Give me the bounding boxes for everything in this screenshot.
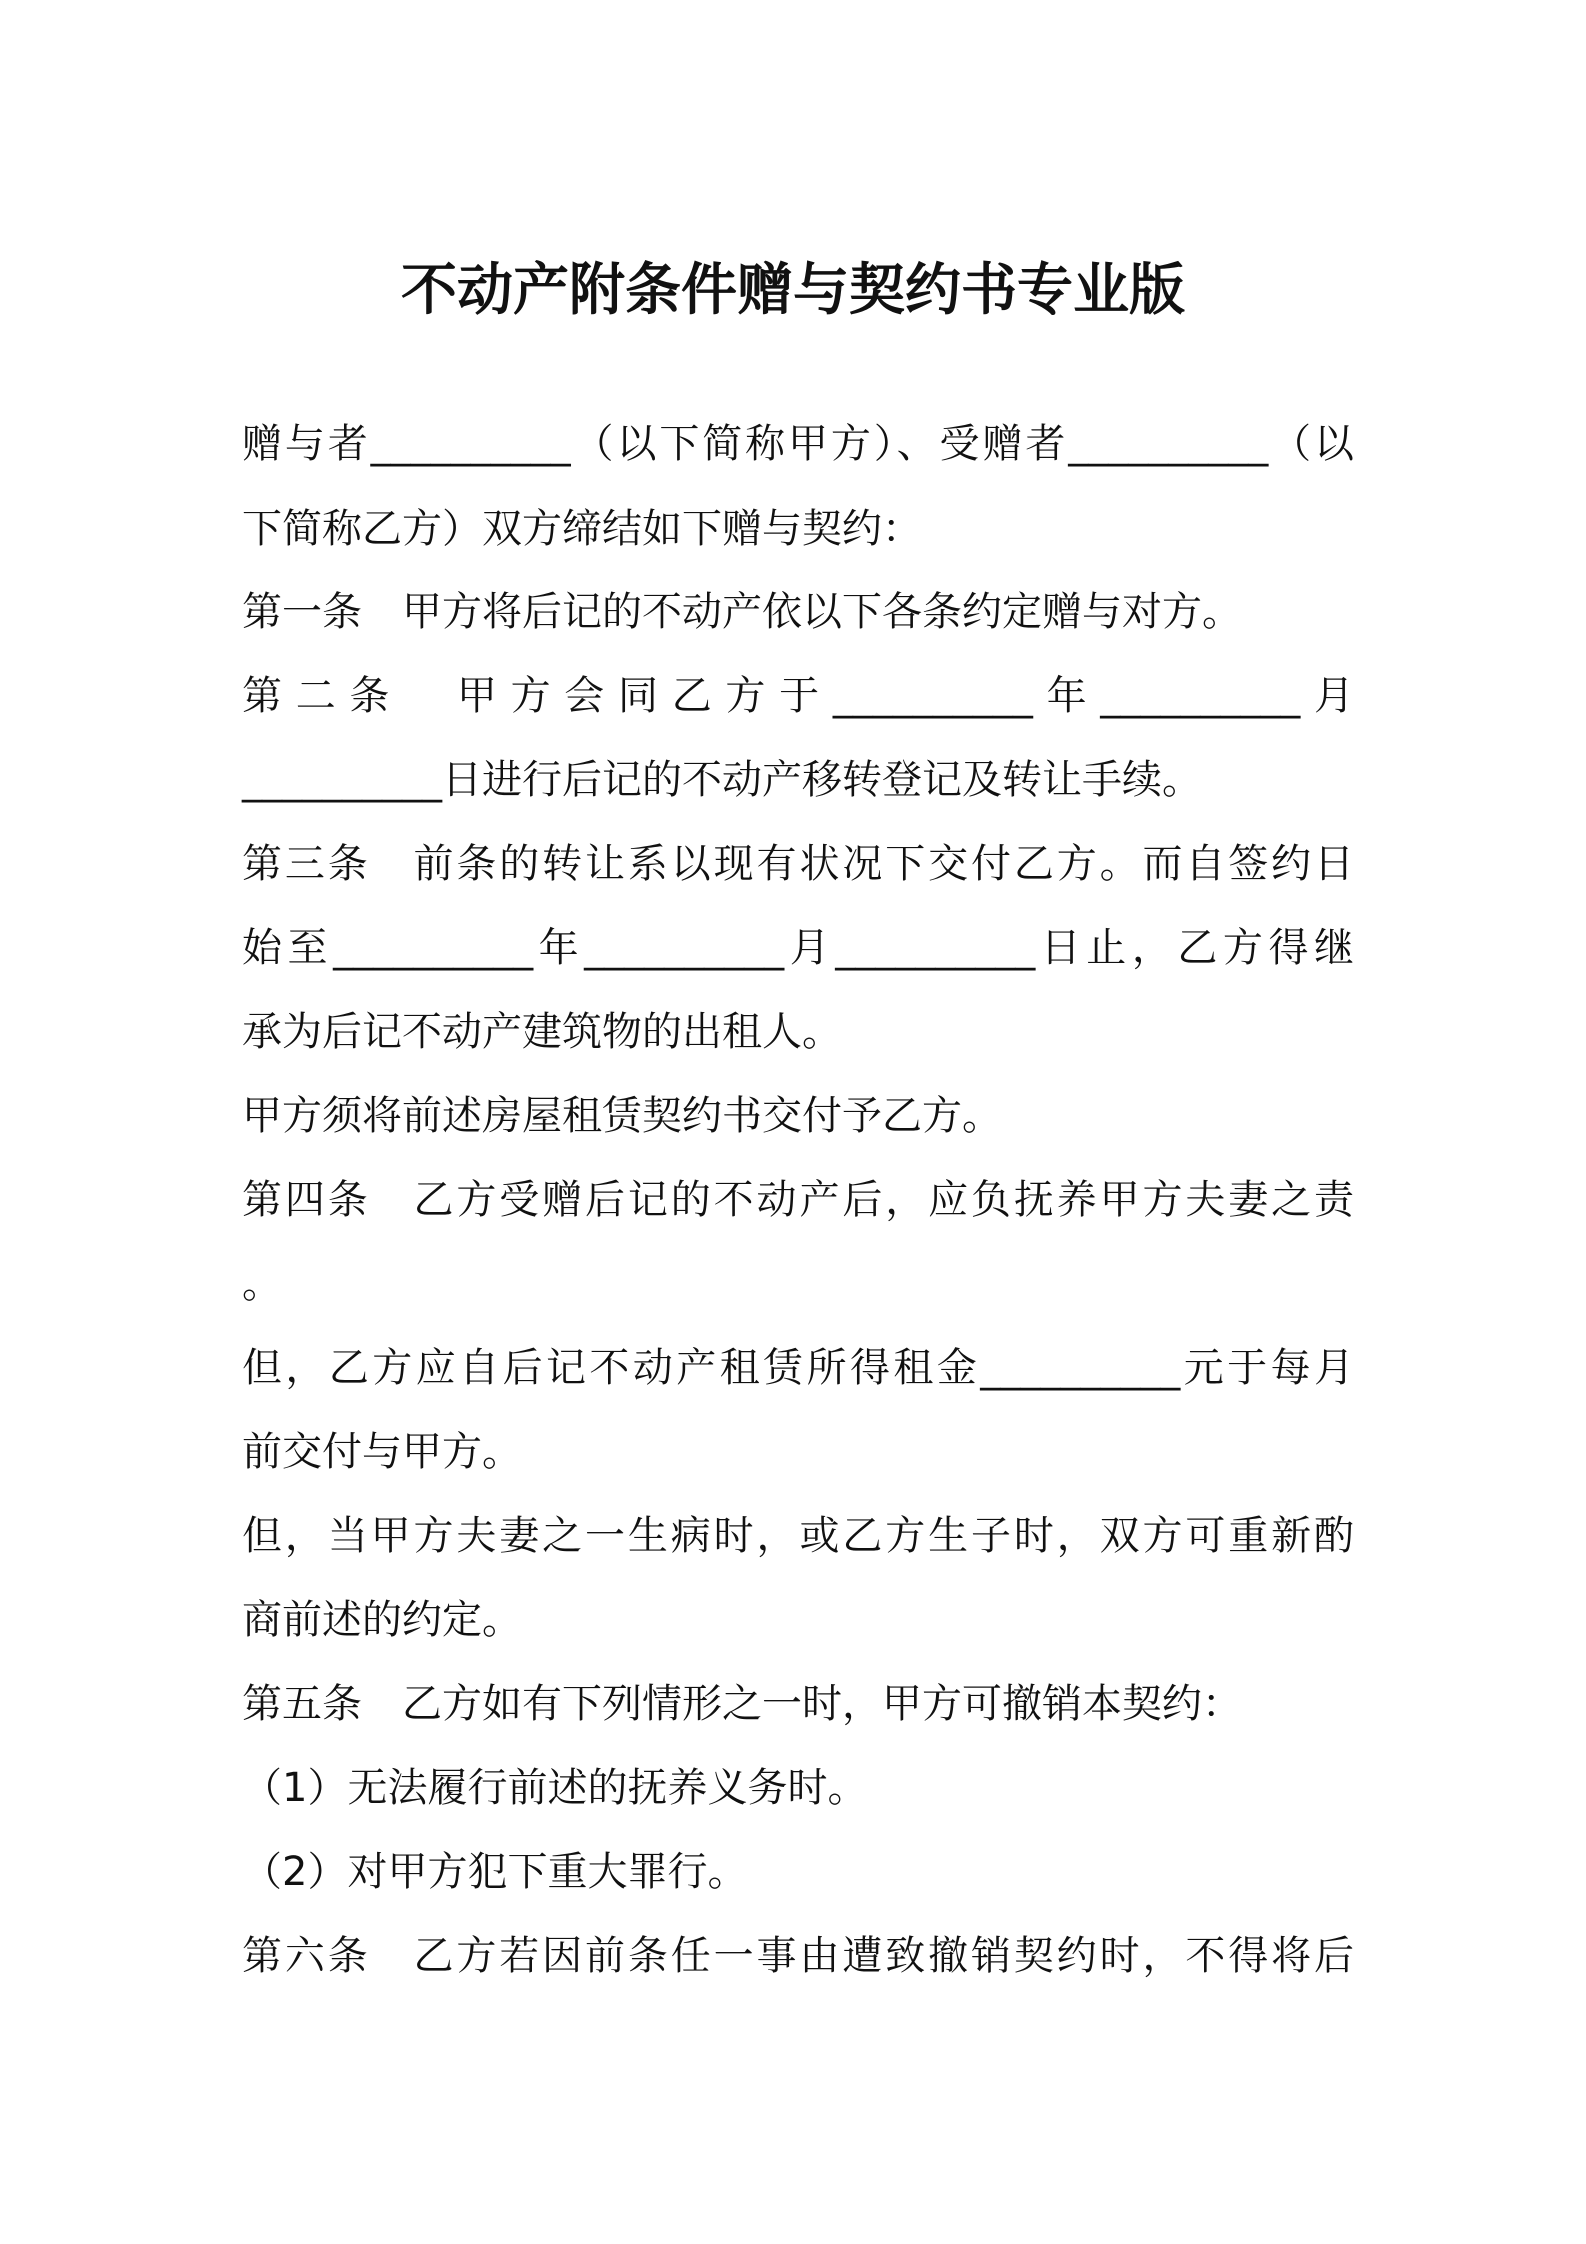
paragraph-line: 第五条 乙方如有下列情形之一时，甲方可撤销本契约： bbox=[242, 1681, 1242, 1727]
paragraph-line: __________日进行后记的不动产移转登记及转让手续。 bbox=[242, 757, 1202, 803]
paragraph-line: 始至__________年__________月__________日止，乙方得继 bbox=[242, 925, 1354, 971]
document-title: 不动产附条件赠与契约书专业版 bbox=[401, 258, 1185, 323]
paragraph-line: 甲方须将前述房屋租赁契约书交付予乙方。 bbox=[242, 1093, 1002, 1139]
list-item: （2）对甲方犯下重大罪行。 bbox=[242, 1849, 748, 1895]
list-item: （1）无法履行前述的抚养义务时。 bbox=[242, 1765, 868, 1811]
paragraph-line: 承为后记不动产建筑物的出租人。 bbox=[242, 1009, 842, 1055]
paragraph-line: 第四条 乙方受赠后记的不动产后，应负抚养甲方夫妻之责 bbox=[242, 1177, 1354, 1223]
paragraph-line: 第二条 甲方会同乙方于__________年__________月 bbox=[242, 673, 1354, 719]
paragraph-line: 第一条 甲方将后记的不动产依以下各条约定赠与对方。 bbox=[242, 589, 1242, 635]
paragraph-line: 第三条 前条的转让系以现有状况下交付乙方。而自签约日 bbox=[242, 841, 1354, 887]
paragraph-line: 。 bbox=[242, 1261, 282, 1307]
paragraph-line: 下简称乙方）双方缔结如下赠与契约： bbox=[242, 506, 922, 552]
paragraph-line: 赠与者__________（以下简称甲方）、受赠者__________（以 bbox=[242, 421, 1354, 467]
paragraph-line: 但，当甲方夫妻之一生病时，或乙方生子时，双方可重新酌 bbox=[242, 1513, 1354, 1559]
paragraph-line: 前交付与甲方。 bbox=[242, 1429, 522, 1475]
paragraph-line: 第六条 乙方若因前条任一事由遭致撤销契约时，不得将后 bbox=[242, 1933, 1354, 1979]
paragraph-line: 但，乙方应自后记不动产租赁所得租金__________元于每月 bbox=[242, 1345, 1354, 1391]
paragraph-line: 商前述的约定。 bbox=[242, 1597, 522, 1643]
